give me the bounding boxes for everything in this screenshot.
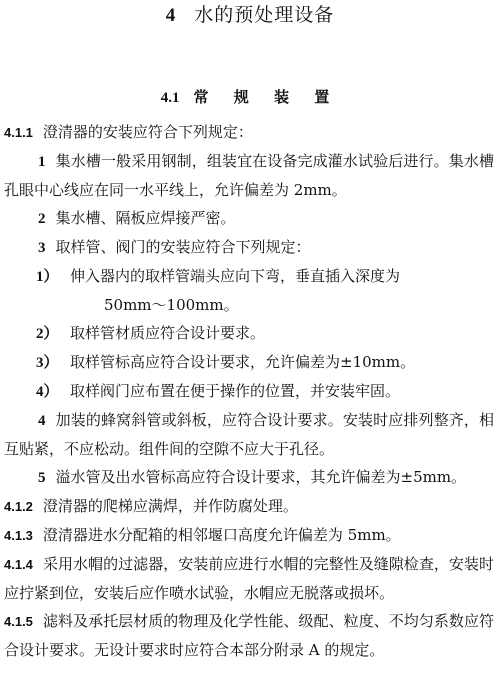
section-title xyxy=(0,85,500,110)
sub-item-number: 2） xyxy=(36,326,59,342)
sub-item-text: 取样管标高应符合设计要求，允许偏差为±10mm。 xyxy=(70,353,416,371)
clause-number: 4.1.5 xyxy=(4,614,33,629)
clause-4-1-1 xyxy=(4,118,494,147)
sub-item-number: 4） xyxy=(36,384,59,400)
sub-item xyxy=(4,262,494,291)
item-text: 溢水管及出水管标高应符合设计要求，其允许偏差为±5mm。 xyxy=(55,468,467,486)
clause-number: 4.1.4 xyxy=(4,557,33,572)
item-number: 2 xyxy=(38,211,46,227)
sub-item-text: 50mm～100mm。 xyxy=(104,296,239,314)
clause-text: 澄清器的安装应符合下列规定： xyxy=(42,123,253,141)
chapter-number: 4 xyxy=(165,5,177,26)
clause-4-1-4 xyxy=(4,550,494,607)
item-text: 取样管、阀门的安装应符合下列规定： xyxy=(55,238,311,256)
item-number: 3 xyxy=(38,240,46,256)
item-number: 1 xyxy=(38,154,46,170)
chapter-title xyxy=(0,0,500,31)
sub-item-text: 取样阀门应布置在便于操作的位置，并安装牢固。 xyxy=(70,382,401,400)
sub-item-text: 取样管材质应符合设计要求。 xyxy=(70,324,266,342)
item-text: 加装的蜂窝斜管或斜板，应符合设计要求。安装时应排列整齐，相互贴紧，不应松动。组件间的空隙不应大于孔径。 xyxy=(4,411,494,458)
sub-item xyxy=(4,319,494,348)
list-item xyxy=(4,406,494,463)
item-number: 5 xyxy=(38,470,46,486)
sub-item-number: 1） xyxy=(36,269,59,285)
clause-text: 澄清器进水分配箱的相邻堰口高度允许偏差为 5mm。 xyxy=(42,526,401,544)
clause-number: 4.1.2 xyxy=(4,499,33,514)
clause-4-1-2 xyxy=(4,492,494,521)
section-title-text: 常 规 装 置 xyxy=(193,88,340,106)
section-number: 4.1 xyxy=(160,90,180,106)
clause-text: 澄清器的爬梯应满焊，并作防腐处理。 xyxy=(42,497,298,515)
chapter-title-text: 水的预处理设备 xyxy=(194,4,335,26)
sub-item xyxy=(4,377,494,406)
clause-4-1-3 xyxy=(4,521,494,550)
list-item xyxy=(4,204,494,233)
clause-text: 滤料及承托层材质的物理及化学性能、级配、粒度、不均匀系数应符合设计要求。无设计要求时应符合本部分附录 A 的规定。 xyxy=(4,612,494,659)
sub-item-continuation xyxy=(4,291,494,319)
sub-item xyxy=(4,348,494,377)
item-text: 集水槽一般采用钢制，组装宜在设备完成灌水试验后进行。集水槽孔眼中心线应在同一水平线上，允许偏差为 2mm。 xyxy=(4,152,494,199)
list-item xyxy=(4,147,494,204)
item-text: 集水槽、隔板应焊接严密。 xyxy=(55,209,236,227)
clause-number: 4.1.3 xyxy=(4,528,33,543)
sub-item-number: 3） xyxy=(36,355,59,371)
clause-4-1-5 xyxy=(4,607,494,664)
clause-number: 4.1.1 xyxy=(4,125,33,140)
list-item xyxy=(4,463,494,492)
document-body xyxy=(4,118,494,664)
sub-item-text: 伸入器内的取样管端头应向下弯，垂直插入深度为 xyxy=(70,267,401,285)
list-item xyxy=(4,233,494,262)
clause-text: 采用水帽的过滤器，安装前应进行水帽的完整性及缝隙检查，安装时应拧紧到位，安装后应作喷水试验，水帽应无脱落或损坏。 xyxy=(4,555,494,602)
item-number: 4 xyxy=(38,413,46,429)
